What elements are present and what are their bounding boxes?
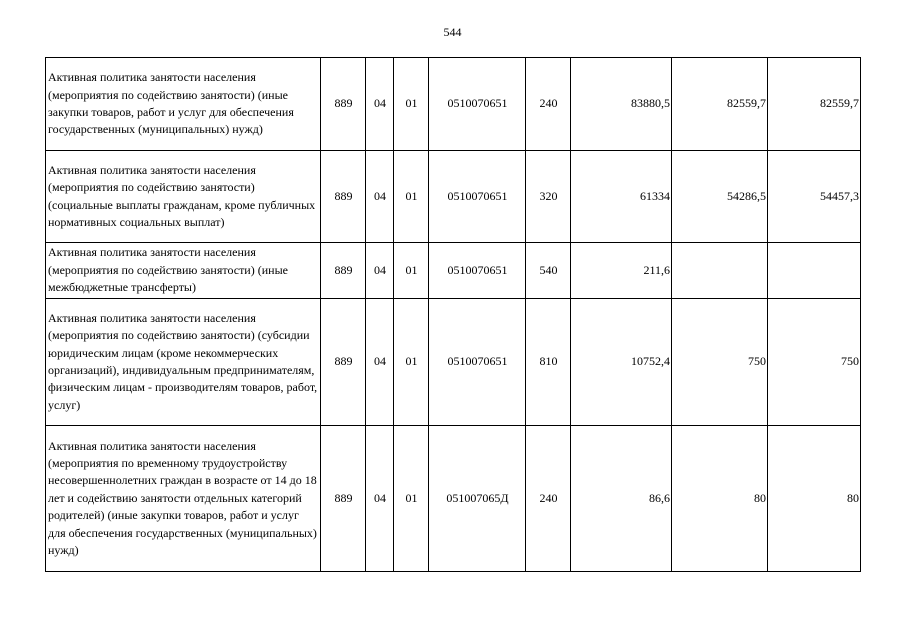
amount-2: 750 — [672, 299, 768, 426]
subsection-code: 01 — [394, 299, 429, 426]
amount-2: 82559,7 — [672, 58, 768, 151]
expense-type-code: 240 — [526, 58, 571, 151]
subsection-code: 01 — [394, 243, 429, 299]
expense-type-code: 810 — [526, 299, 571, 426]
table-row — [46, 299, 861, 426]
table-row — [46, 426, 861, 572]
target-article-code: 0510070651 — [429, 243, 526, 299]
target-article-code: 0510070651 — [429, 299, 526, 426]
section-code: 04 — [366, 299, 394, 426]
expense-type-code: 540 — [526, 243, 571, 299]
amount-3: 54457,3 — [768, 151, 861, 243]
target-article-code: 0510070651 — [429, 151, 526, 243]
ministry-code: 889 — [321, 243, 366, 299]
amount-3: 82559,7 — [768, 58, 861, 151]
row-description: Активная политика занятости населения (мероприятия по содействию занятости) (иные закупки товаров, работ и услуг для обеспечения государственных (муниципальных) нужд) — [46, 58, 321, 151]
row-description: Активная политика занятости населения (мероприятия по временному трудоустройству несовершеннолетних граждан в возрасте от 14 до 18 лет и содействию занятости отдельных категорий родителей) (иные закупки товаров, работ и услуг для обеспечения государственных (муниципальных) нужд) — [46, 426, 321, 572]
ministry-code: 889 — [321, 426, 366, 572]
amount-1: 211,6 — [571, 243, 672, 299]
page-number: 544 — [443, 25, 462, 39]
amount-1: 61334 — [571, 151, 672, 243]
table-row — [46, 243, 861, 299]
amount-2: 80 — [672, 426, 768, 572]
expense-type-code: 240 — [526, 426, 571, 572]
amount-3 — [768, 243, 861, 299]
subsection-code: 01 — [394, 426, 429, 572]
expense-type-code: 320 — [526, 151, 571, 243]
amount-1: 83880,5 — [571, 58, 672, 151]
section-code: 04 — [366, 58, 394, 151]
amount-1: 10752,4 — [571, 299, 672, 426]
amount-1: 86,6 — [571, 426, 672, 572]
budget-table — [45, 57, 861, 572]
amount-3: 750 — [768, 299, 861, 426]
target-article-code: 051007065Д — [429, 426, 526, 572]
section-code: 04 — [366, 426, 394, 572]
row-description: Активная политика занятости населения (мероприятия по содействию занятости) (иные межбюджетные трансферты) — [46, 243, 321, 299]
subsection-code: 01 — [394, 58, 429, 151]
row-description: Активная политика занятости населения (мероприятия по содействию занятости) (социальные выплаты гражданам, кроме публичных нормативных социальных выплат) — [46, 151, 321, 243]
section-code: 04 — [366, 243, 394, 299]
target-article-code: 0510070651 — [429, 58, 526, 151]
amount-2 — [672, 243, 768, 299]
ministry-code: 889 — [321, 299, 366, 426]
row-description: Активная политика занятости населения (мероприятия по содействию занятости) (субсидии юридическим лицам (кроме некоммерческих организаций), индивидуальным предпринимателям, физическим лицам - производителям товаров, работ, услуг) — [46, 299, 321, 426]
table-row — [46, 58, 861, 151]
amount-2: 54286,5 — [672, 151, 768, 243]
section-code: 04 — [366, 151, 394, 243]
table-row — [46, 151, 861, 243]
ministry-code: 889 — [321, 151, 366, 243]
ministry-code: 889 — [321, 58, 366, 151]
subsection-code: 01 — [394, 151, 429, 243]
amount-3: 80 — [768, 426, 861, 572]
